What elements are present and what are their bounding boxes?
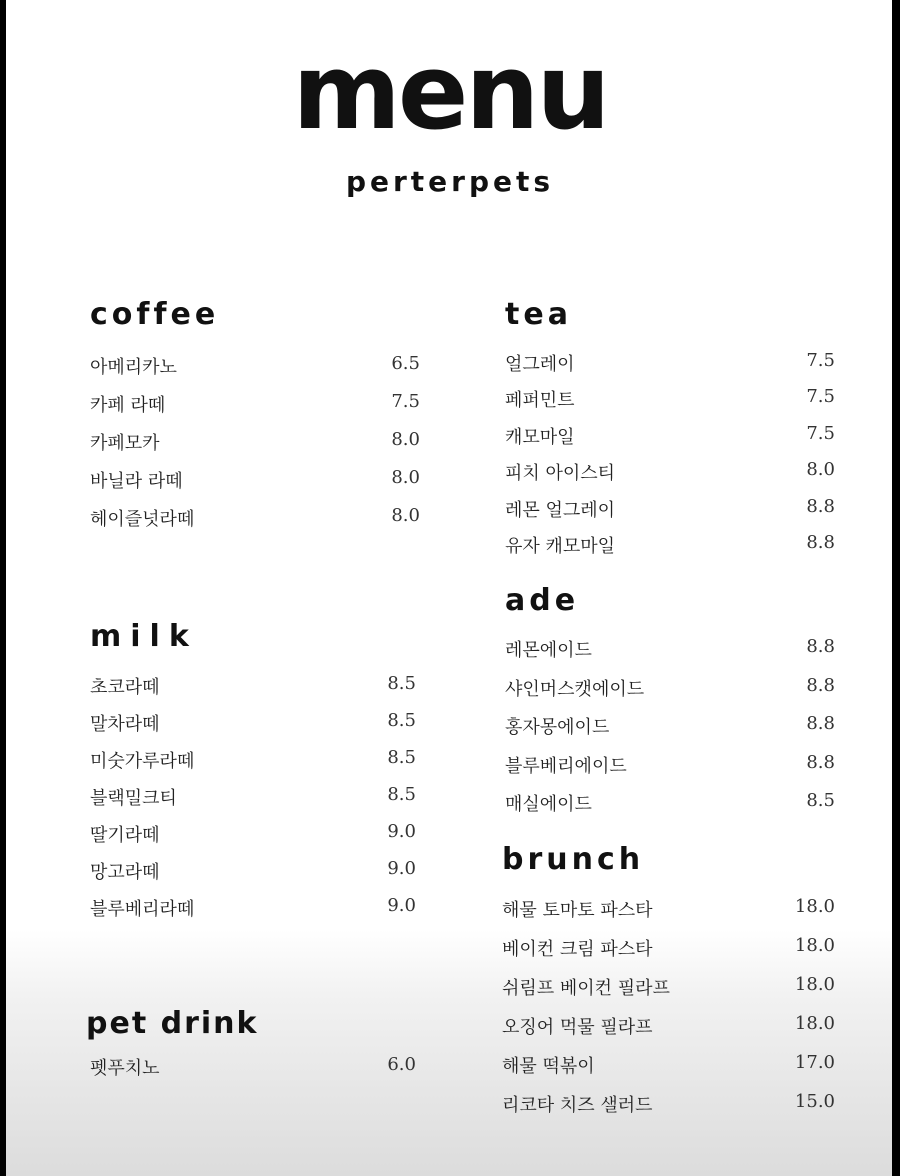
milk-section-title: milk — [90, 619, 198, 654]
item-name: 쉬림프 베이컨 필라프 — [502, 978, 670, 999]
item-price: 7.5 — [806, 350, 835, 371]
item-price: 17.0 — [794, 1052, 835, 1073]
item-price: 6.5 — [391, 353, 420, 374]
item-price: 8.8 — [806, 751, 835, 773]
item-price: 7.5 — [391, 391, 420, 412]
item-name: 레몬에이드 — [505, 640, 592, 661]
menu-title: menu — [292, 31, 608, 153]
item-name: 망고라떼 — [90, 862, 160, 883]
item-name: 피치 아이스티 — [505, 463, 616, 485]
item-name: 미숫가루라떼 — [90, 751, 195, 772]
item-price: 8.8 — [806, 713, 835, 734]
menu-item — [502, 896, 835, 935]
menu-item — [505, 713, 835, 752]
menu-item — [505, 752, 835, 791]
menu-item — [90, 391, 420, 429]
menu-item — [90, 1054, 416, 1092]
item-price: 8.5 — [387, 673, 416, 694]
menu-item — [505, 675, 835, 714]
menu-item — [502, 1052, 835, 1091]
item-name: 해물 떡볶이 — [502, 1056, 595, 1077]
menu-item — [90, 784, 416, 821]
item-price: 18.0 — [794, 935, 835, 956]
menu-item — [505, 636, 835, 675]
item-price: 8.5 — [387, 710, 416, 731]
item-price: 8.5 — [387, 784, 416, 805]
menu-item — [90, 353, 420, 391]
milk-list — [90, 673, 416, 932]
item-name: 얼그레이 — [505, 354, 575, 375]
item-name: 페퍼민트 — [505, 390, 575, 412]
item-name: 초코라떼 — [90, 677, 160, 698]
menu-item — [502, 1091, 835, 1130]
item-name: 캐모마일 — [505, 426, 575, 448]
menu-item — [505, 532, 835, 568]
item-name: 매실에이드 — [505, 794, 592, 815]
item-price: 8.0 — [806, 459, 835, 481]
item-name: 유자 캐모마일 — [505, 535, 616, 557]
menu-item — [90, 821, 416, 858]
item-price: 9.0 — [387, 858, 416, 879]
brunch-section-title: brunch — [502, 842, 645, 877]
menu-item — [505, 496, 835, 532]
item-name: 홍자몽에이드 — [505, 717, 610, 738]
item-price: 18.0 — [794, 896, 835, 917]
menu-item — [505, 790, 835, 829]
item-name: 오징어 먹물 필라프 — [502, 1017, 653, 1038]
menu-item — [502, 1013, 835, 1052]
item-name: 블루베리에이드 — [505, 755, 627, 777]
tea-section-title: tea — [505, 297, 572, 332]
item-name: 해물 토마토 파스타 — [502, 900, 653, 921]
item-name: 샤인머스캣에이드 — [505, 678, 645, 700]
item-name: 리코타 치즈 샐러드 — [502, 1095, 653, 1116]
menu-item — [502, 935, 835, 974]
ade-section-title: ade — [505, 583, 580, 618]
menu-item — [90, 673, 416, 710]
item-name: 바닐라 라떼 — [90, 471, 183, 492]
item-name: 카페모카 — [90, 433, 160, 454]
item-price: 15.0 — [794, 1091, 835, 1112]
menu-item — [90, 710, 416, 747]
menu-item — [90, 895, 416, 932]
item-name: 아메리카노 — [90, 357, 177, 378]
item-price: 8.8 — [806, 636, 835, 657]
item-name: 블루베리라떼 — [90, 899, 195, 920]
item-price: 18.0 — [794, 1013, 835, 1034]
coffee-section-title: coffee — [90, 297, 220, 332]
coffee-list — [90, 353, 420, 543]
menu-item — [505, 350, 835, 386]
menu-item — [90, 747, 416, 784]
item-name: 블랙밀크티 — [90, 788, 177, 809]
item-price: 6.0 — [387, 1054, 416, 1075]
item-name: 베이컨 크림 파스타 — [502, 939, 653, 960]
menu-item — [505, 386, 835, 422]
item-price: 9.0 — [387, 895, 416, 916]
item-price: 8.0 — [391, 505, 420, 526]
item-name: 펫푸치노 — [90, 1058, 160, 1079]
item-price: 8.5 — [806, 790, 835, 811]
item-name: 레몬 얼그레이 — [505, 499, 616, 521]
item-price: 8.8 — [806, 674, 835, 696]
menu-item — [505, 423, 835, 459]
item-name: 카페 라떼 — [90, 395, 166, 416]
ade-list — [505, 636, 835, 829]
menu-item — [502, 974, 835, 1013]
menu-item — [90, 467, 420, 505]
item-name: 말차라떼 — [90, 714, 160, 735]
menu-item — [505, 459, 835, 495]
brunch-list — [502, 896, 835, 1130]
cafe-name: perterpets — [345, 165, 555, 198]
item-price: 8.8 — [806, 531, 835, 553]
pet-drink-list — [90, 1054, 416, 1092]
item-price: 7.5 — [806, 422, 835, 444]
item-price: 7.5 — [806, 386, 835, 408]
item-price: 8.5 — [387, 747, 416, 768]
item-name: 헤이즐넛라떼 — [90, 509, 195, 530]
item-name: 딸기라떼 — [90, 825, 160, 846]
tea-list — [505, 350, 835, 568]
menu-item — [90, 505, 420, 543]
item-price: 8.0 — [391, 429, 420, 450]
item-price: 18.0 — [794, 974, 835, 995]
menu-item — [90, 858, 416, 895]
item-price: 9.0 — [387, 821, 416, 842]
menu-item — [90, 429, 420, 467]
item-price: 8.0 — [391, 467, 420, 488]
pet-drink-section-title: pet drink — [86, 1006, 259, 1041]
item-price: 8.8 — [806, 495, 835, 517]
